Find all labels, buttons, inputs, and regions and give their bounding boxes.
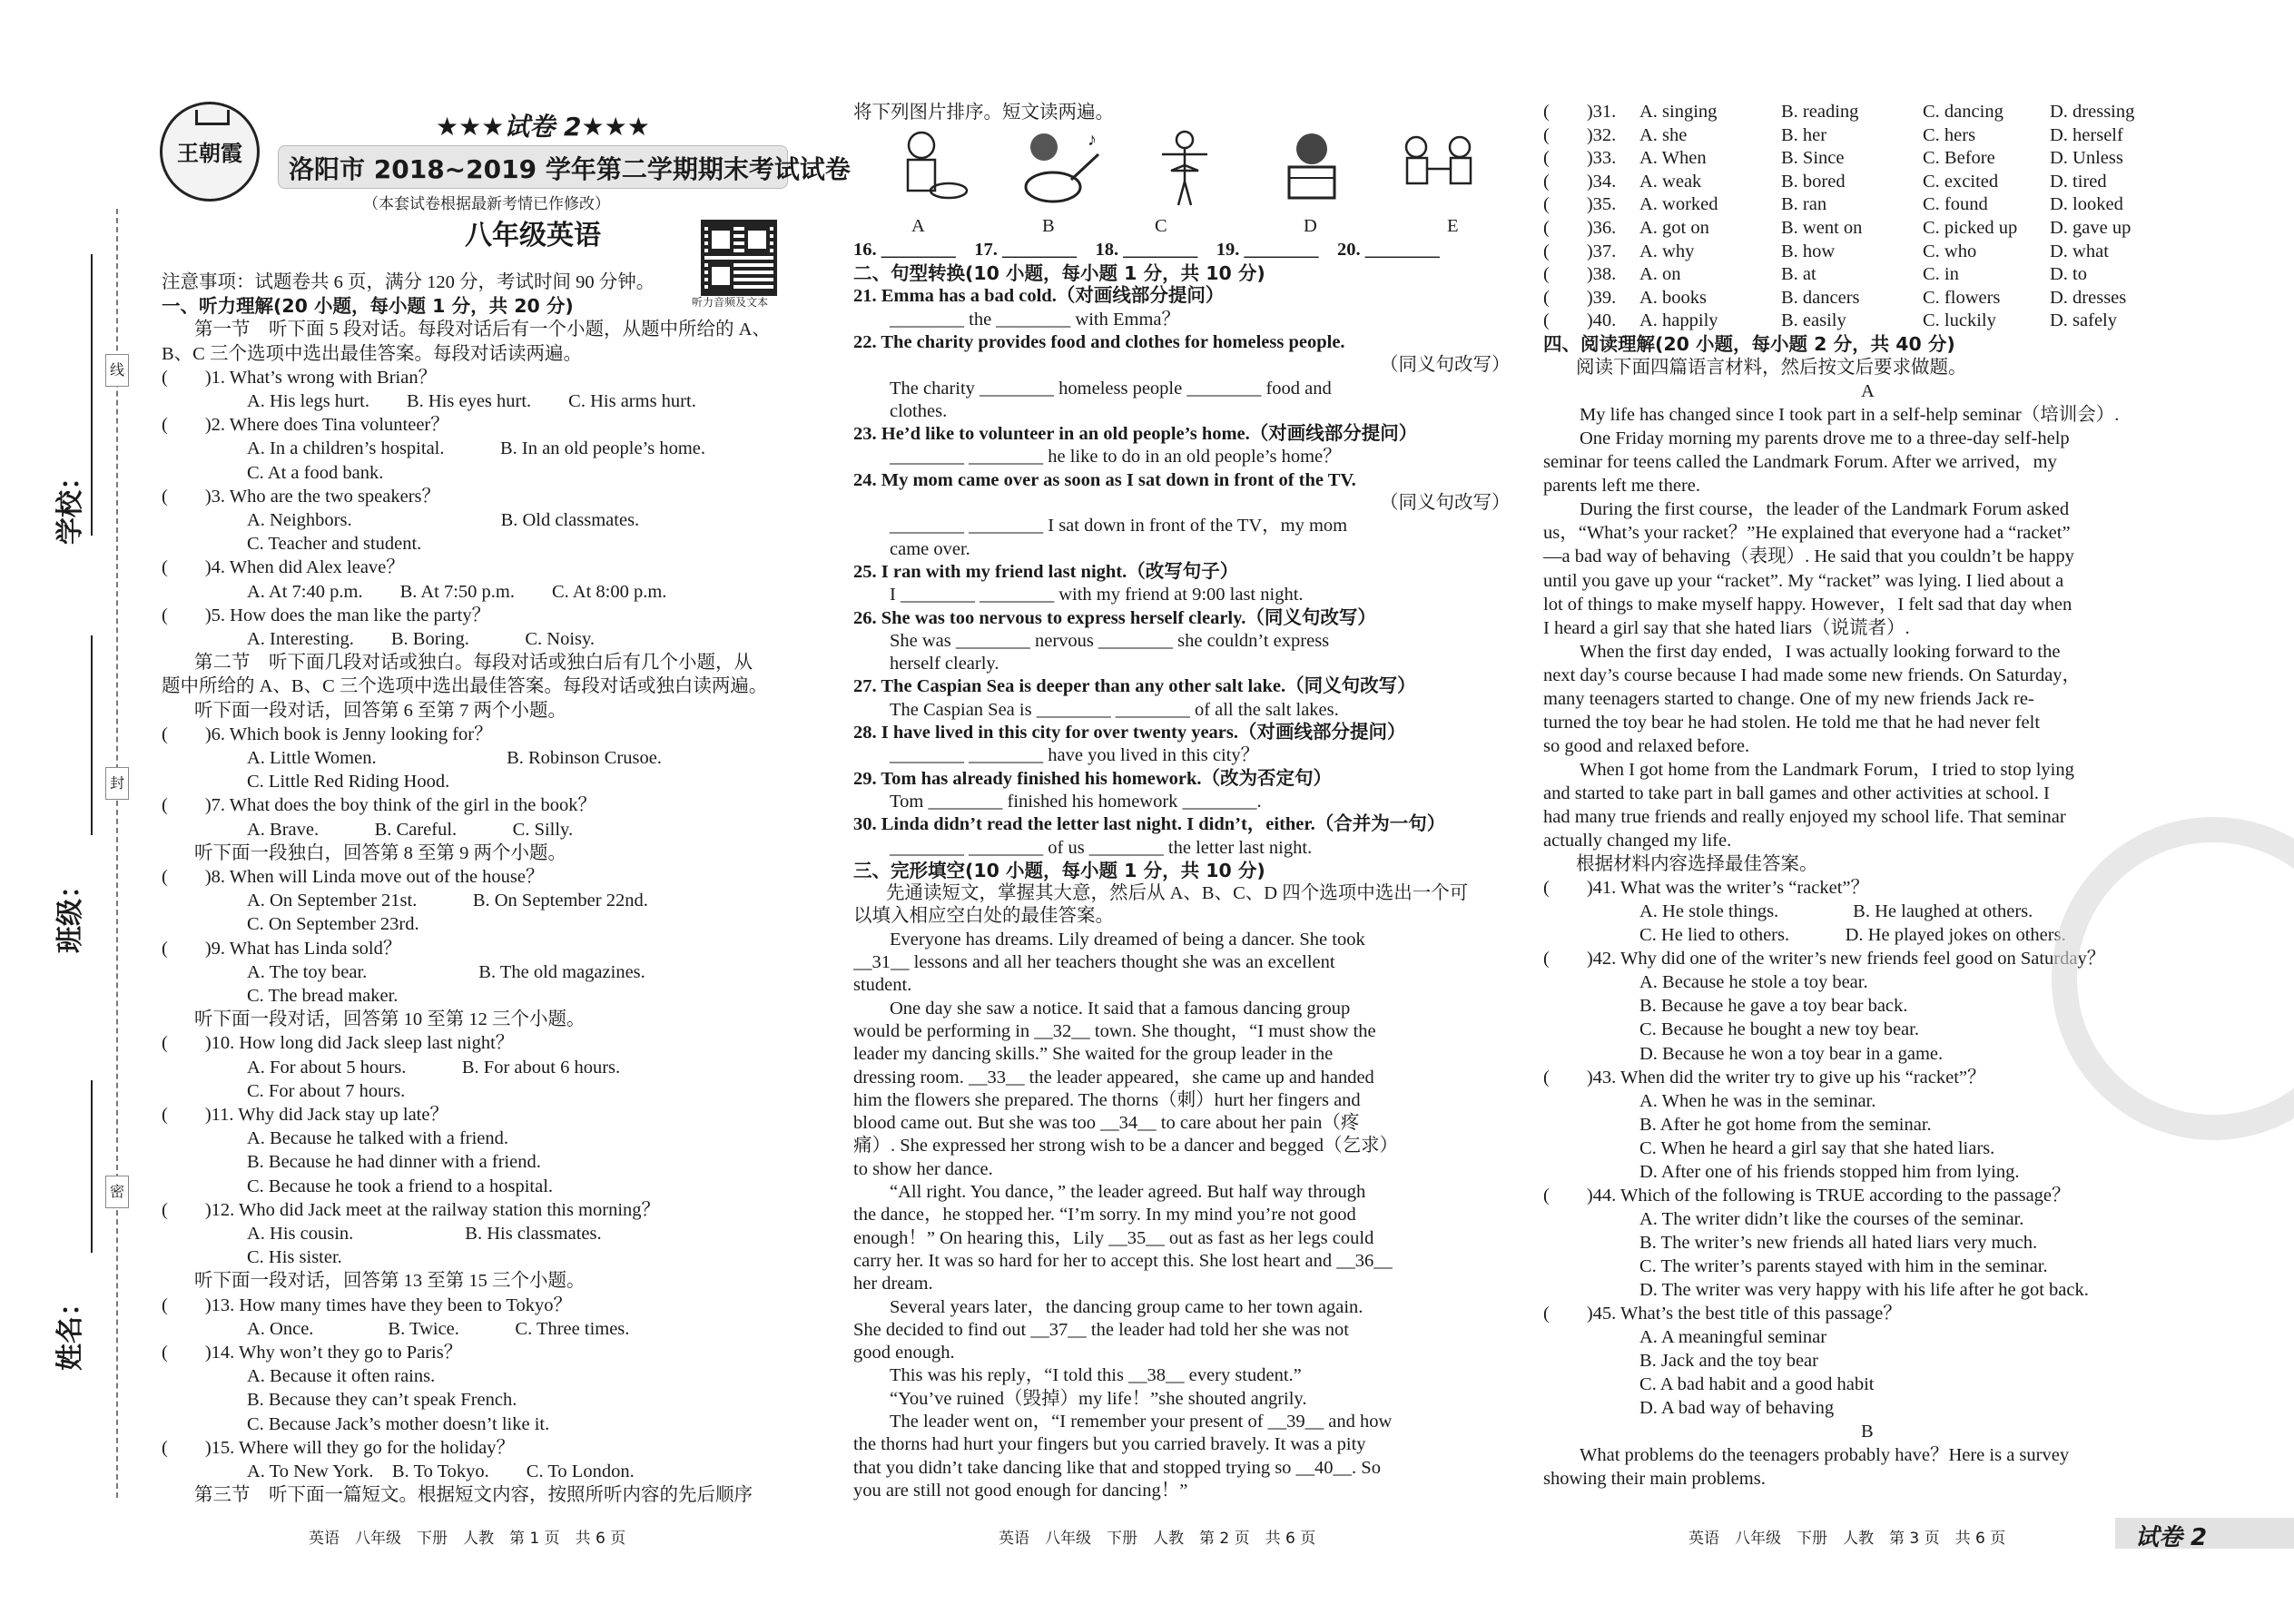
cloze-option: A. books	[1639, 287, 1708, 308]
subject-title: 八年级英语	[465, 220, 601, 251]
text-line: D. Because he won a toy bear in a game.	[1639, 1043, 1944, 1064]
text-line: A. Brave. B. Careful. C. Silly.	[247, 819, 574, 840]
seal-mark-xian: 线	[105, 354, 129, 387]
girl-playing-guitar-icon	[1008, 127, 1108, 209]
text-line: 听下面一段对话，回答第 13 至第 15 三个小题。	[194, 1271, 586, 1292]
gutter-line-school	[91, 254, 93, 536]
text-line: next day’s course because I had made some new friends. On Saturday，	[1543, 664, 2082, 685]
text-line: came over.	[890, 538, 970, 559]
text-line: When the first day ended，I was actually looking forward to the	[1580, 641, 2061, 662]
text-line: B. After he got home from the seminar.	[1639, 1114, 1932, 1135]
cloze-option: D. dressing	[2050, 102, 2135, 122]
footer-page-3: 英语 八年级 下册 人教 第 3 页 共 6 页	[1689, 1530, 2006, 1548]
text-line[interactable]: ( )9. What has Linda sold？	[162, 938, 402, 959]
qr-code[interactable]	[701, 220, 777, 296]
text-line: 二、句型转换(10 小题，每小题 1 分，共 10 分)	[853, 262, 1265, 284]
text-line: A. Because it often rains.	[247, 1366, 436, 1387]
text-line: turned the toy bear he had stolen. He told me that he had never felt	[1543, 712, 2041, 733]
school-label: 学校：	[54, 463, 86, 545]
cloze-option: B. how	[1781, 241, 1836, 261]
text-line: C. The bread maker.	[247, 986, 399, 1006]
text-line: enough！” On hearing this，Lily __35__ out as fast as her legs could	[853, 1227, 1374, 1248]
gutter-line-name	[91, 1080, 93, 1253]
text-line: 一、听力理解(20 小题，每小题 1 分，共 20 分)	[162, 295, 574, 318]
text-line: A. He stole things. B. He laughed at others.	[1639, 901, 2033, 922]
text-line: her dream.	[853, 1274, 933, 1294]
text-line: A. Neighbors. B. Old classmates.	[247, 510, 640, 530]
text-line: 听下面一段对话，回答第 6 至第 7 两个小题。	[194, 700, 566, 721]
text-line: C. At a food bank.	[247, 462, 384, 483]
watermark-seal	[2052, 817, 2294, 1140]
picture-order-answers[interactable]: 16. ________ 17. ________ 18. ________ 19. ________ 20. ________	[853, 240, 1440, 260]
cloze-option: B. easily	[1781, 310, 1846, 331]
text-line: B	[1861, 1422, 1874, 1442]
text-line: 28. I have lived in this city for over twenty years.（对画线部分提问）	[853, 723, 1406, 743]
text-line: The leader went on，“I remember your present of __39__ and how	[890, 1412, 1393, 1432]
text-line: and started to take part in ball games and other activities at school. I	[1543, 782, 2050, 803]
text-line: My life has changed since I took part in a self-help seminar（培训会）.	[1580, 405, 2120, 426]
footer-tag: 试卷 2	[2135, 1524, 2208, 1551]
text-line: the thorns had hurt your fingers but you carried bravely. It was a pity	[853, 1434, 1366, 1455]
text-line[interactable]: ( )3. Who are the two speakers？	[162, 486, 441, 507]
text-line: that you didn’t take dancing like that and stopped trying so __40__. So	[853, 1457, 1381, 1478]
text-line: until you gave up your “racket”. My “racket” was lying. I lied about a	[1543, 570, 2064, 591]
text-line: When I got home from the Landmark Forum，I tried to stop lying	[1580, 759, 2074, 780]
qr-caption: 听力音频及文本	[692, 296, 769, 309]
text-line: would be performing in __32__ town. She thought，“I must show the	[853, 1020, 1376, 1041]
text-line: herself clearly.	[890, 654, 999, 674]
cloze-question-number[interactable]: ( )39.	[1543, 287, 1617, 308]
text-line: student.	[853, 975, 912, 996]
cloze-option: B. ran	[1781, 194, 1827, 215]
text-line: I heard a girl say that she hated liars（说谎者）.	[1543, 617, 1910, 638]
cloze-option: D. to	[2050, 264, 2087, 285]
cloze-option: A. she	[1639, 124, 1688, 145]
cloze-question-number[interactable]: ( )38.	[1543, 264, 1617, 285]
text-line: blood came out. But she was too __34__ to care about her pain（疼	[853, 1113, 1360, 1134]
cloze-question-number[interactable]: ( )36.	[1543, 218, 1617, 238]
cloze-option: C. hers	[1923, 124, 1976, 145]
text-line: 24. My mom came over as soon as I sat down in front of the TV.	[853, 469, 1356, 490]
text-line[interactable]: ( )2. Where does Tina volunteer？	[162, 415, 449, 436]
text-line: C. For about 7 hours.	[247, 1080, 406, 1101]
text-line[interactable]: ________ ________ he like to do in an old people’s home？	[890, 447, 1342, 468]
text-line: A. A meaningful seminar	[1639, 1327, 1827, 1348]
cloze-question-number[interactable]: ( )32.	[1543, 124, 1617, 145]
text-line: C. Little Red Riding Hood.	[247, 772, 450, 792]
cloze-question-number[interactable]: ( )37.	[1543, 241, 1617, 261]
text-line[interactable]: ( )45. What’s the best title of this passage？	[1543, 1304, 1902, 1324]
text-line[interactable]: ( )13. How many times have they been to Tokyo？	[162, 1294, 572, 1315]
text-line: many teenagers started to change. One of my new friends Jack re-	[1543, 688, 2034, 709]
text-line: 25. I ran with my friend last night.（改写句子）	[853, 561, 1239, 582]
cloze-option: C. Before	[1923, 148, 1995, 169]
text-line: 第三节 听下面一篇短文。根据短文内容，按照所听内容的先后顺序	[194, 1485, 753, 1506]
cloze-option: A. singing	[1639, 102, 1718, 122]
text-line: A. To New York. B. To Tokyo. C. To London.	[247, 1462, 635, 1481]
cloze-question-number[interactable]: ( )34.	[1543, 171, 1617, 192]
cloze-option: C. luckily	[1923, 310, 1996, 331]
logo-text: 王朝霞	[177, 141, 242, 166]
text-line: A. Once. B. Twice. C. Three times.	[247, 1318, 630, 1339]
pic-label-e: E	[1447, 216, 1459, 236]
text-line: “You’ve ruined（毁掉）my life！”she shouted angrily.	[890, 1388, 1307, 1409]
text-line: D. A bad way of behaving	[1639, 1398, 1835, 1419]
text-line: 第二节 听下面几段对话或独白。每段对话或独白后有几个小题，从	[194, 653, 753, 674]
text-line: 21. Emma has a bad cold.（对画线部分提问）	[853, 286, 1225, 307]
text-line: him the flowers she prepared. The thorns（刺）hurt her fingers and	[853, 1089, 1361, 1110]
text-line: （同义句改写）	[1380, 493, 1511, 513]
cloze-option: D. looked	[2050, 194, 2123, 215]
text-line[interactable]: She was ________ nervous ________ she couldn’t express	[890, 630, 1330, 651]
text-line: A. On September 21st. B. On September 22nd.	[247, 891, 648, 911]
text-line[interactable]: ( )6. Which book is Jenny looking for？	[162, 723, 493, 744]
text-line: carry her. It was so hard for her to accept this. She lost heart and __36__	[853, 1250, 1393, 1271]
cloze-option: C. flowers	[1923, 287, 2001, 308]
text-line[interactable]: ( )12. Who did Jack meet at the railway station this morning？	[162, 1199, 661, 1220]
class-label: 班级：	[54, 871, 86, 953]
text-line: had many true friends and really enjoyed my school life. That seminar	[1543, 807, 2066, 827]
text-line: 听下面一段独白，回答第 8 至第 9 两个小题。	[194, 842, 566, 863]
text-line[interactable]: ________ ________ I sat down in front of the TV，my mom	[890, 516, 1348, 536]
text-line: C. Teacher and student.	[247, 534, 422, 555]
cloze-option: A. got on	[1639, 218, 1709, 238]
text-line: C. The writer’s parents stayed with him in the seminar.	[1639, 1255, 2048, 1276]
cloze-option: B. bored	[1781, 171, 1846, 192]
text-line: “All right. You dance，” the leader agreed. But half way through	[890, 1182, 1366, 1202]
cloze-option: A. happily	[1639, 310, 1718, 331]
text-line: C. When he heard a girl say that she hated liars.	[1639, 1137, 1995, 1158]
text-line[interactable]: ( )8. When will Linda move out of the house？	[162, 867, 545, 887]
text-line: 阅读下面四篇语言材料，然后按文后要求做题。	[1576, 358, 1967, 379]
cloze-option: B. her	[1781, 124, 1827, 145]
text-line: C. Because Jack’s mother doesn’t like it.	[247, 1413, 550, 1434]
cloze-option: C. who	[1923, 241, 1977, 261]
text-line: __31__ lessons and all her teachers thought she was an excellent	[853, 952, 1335, 972]
text-line: 三、完形填空(10 小题，每小题 1 分，共 10 分)	[853, 859, 1265, 881]
text-line: A. His cousin. B. His classmates.	[247, 1224, 602, 1244]
text-line: —a bad way of behaving（表现）. He said that you couldn’t be happy	[1543, 546, 2074, 567]
text-line: 26. She was too nervous to express herself clearly.（同义句改写）	[853, 607, 1376, 628]
text-line: Several years later，the dancing group came to her town again.	[890, 1296, 1364, 1317]
cloze-option: C. found	[1923, 194, 1988, 215]
pic-label-b: B	[1042, 216, 1055, 236]
name-label: 姓名：	[54, 1289, 86, 1371]
text-line: leader my dancing skills.” She waited for the group leader in the	[853, 1044, 1334, 1065]
text-line: 先通读短文，掌握其大意，然后从 A、B、C、D 四个选项中选出一个可	[886, 883, 1469, 904]
text-line: actually changed my life.	[1543, 831, 1732, 851]
cloze-option: A. When	[1639, 148, 1707, 169]
text-line[interactable]: ( )14. Why won’t they go to Paris？	[162, 1343, 463, 1363]
cloze-option: D. herself	[2050, 124, 2123, 145]
text-line: During the first course，the leader of the Landmark Forum asked	[1580, 499, 2070, 520]
text-line: 听下面一段对话，回答第 10 至第 12 三个小题。	[194, 1009, 586, 1030]
text-line: Everyone has dreams. Lily dreamed of being a dancer. She took	[890, 929, 1365, 950]
text-line[interactable]: Tom ________ finished his homework ________.	[890, 791, 1262, 812]
cloze-option: D. tired	[2050, 171, 2107, 192]
text-line: She decided to find out __37__ the leader had told her she was not	[853, 1319, 1349, 1340]
text-line: A. At 7:40 p.m. B. At 7:50 p.m. C. At 8:00 p.m.	[247, 581, 667, 602]
text-line: 以填入相应空白处的最佳答案。	[853, 906, 1114, 927]
cloze-option: D. gave up	[2050, 218, 2132, 238]
text-line[interactable]: ( )1. What’s wrong with Brian？	[162, 367, 438, 388]
cloze-option: C. in	[1923, 264, 1959, 285]
cloze-option: D. safely	[2050, 310, 2118, 331]
gutter-line-class	[91, 635, 93, 835]
text-line: 29. Tom has already finished his homework.（改为否定句）	[853, 768, 1333, 789]
text-line: parents left me there.	[1543, 476, 1701, 497]
text-line: D. The writer was very happy with his life after he got back.	[1639, 1280, 2089, 1300]
exam-title: 洛阳市 2018~2019 学年第二学期期末考试试卷	[289, 154, 851, 184]
cloze-option: B. dancers	[1781, 287, 1860, 308]
children-playing-icon	[1389, 127, 1489, 209]
text-line: good enough.	[853, 1343, 955, 1363]
cloze-option: A. worked	[1639, 194, 1718, 215]
text-line[interactable]: I ________ ________ with my friend at 9:00 last night.	[890, 585, 1304, 605]
text-line: A. When he was in the seminar.	[1639, 1090, 1876, 1111]
text-line: dressing room. __33__ the leader appeared，she came up and handed	[853, 1067, 1374, 1088]
text-line[interactable]: ( )5. How does the man like the party？	[162, 605, 491, 625]
footer-page-1: 英语 八年级 下册 人教 第 1 页 共 6 页	[309, 1530, 626, 1548]
text-line: 23. He’d like to volunteer in an old people’s home.（对画线部分提问）	[853, 424, 1418, 445]
text-line: A. For about 5 hours. B. For about 6 hours.	[247, 1057, 621, 1078]
text-line[interactable]: ( )44. Which of the following is TRUE according to the passage？	[1543, 1185, 2071, 1206]
text-line: One Friday morning my parents drove me to a three-day self-help	[1580, 428, 2070, 449]
girl-with-books-icon	[1262, 127, 1362, 209]
revision-note: （本套试卷根据最新考情已作修改）	[363, 195, 610, 213]
text-line[interactable]: The Caspian Sea is ________ ________ of all the salt lakes.	[890, 699, 1339, 720]
logo	[160, 102, 260, 202]
cloze-option: C. dancing	[1923, 102, 2004, 122]
text-line: us，“What’s your racket？”He explained that everyone had a “racket”	[1543, 523, 2071, 544]
girl-dancing-icon	[1135, 127, 1235, 209]
text-line: so good and relaxed before.	[1543, 735, 1750, 756]
text-line: A. Little Women. B. Robinson Crusoe.	[247, 748, 662, 768]
text-line: 题中所给的 A、B、C 三个选项中选出最佳答案。每段对话或独白读两遍。	[162, 676, 768, 697]
text-line[interactable]: ________ ________ have you lived in this city？	[890, 745, 1260, 766]
text-line: C. His sister.	[247, 1247, 342, 1268]
text-line: to show her dance.	[853, 1158, 993, 1179]
cloze-option: C. picked up	[1923, 218, 2018, 238]
text-line: A. Because he stole a toy bear.	[1639, 972, 1868, 993]
text-line: showing their main problems.	[1543, 1469, 1766, 1490]
seal-mark-feng: 封	[105, 767, 129, 800]
text-line[interactable]: The charity ________ homeless people ________ food and	[890, 378, 1332, 399]
logo-crown-icon	[195, 110, 230, 125]
text-line: the dance，he stopped her. “I’m sorry. In my mind you’re not good	[853, 1205, 1356, 1225]
cloze-option: A. on	[1639, 264, 1681, 285]
text-line: 注意事项：试题卷共 6 页，满分 120 分，考试时间 90 分钟。	[162, 272, 655, 292]
paper-number: ★★★试卷 2★★★	[436, 112, 650, 142]
cloze-option: B. reading	[1781, 102, 1859, 122]
text-line: 四、阅读理解(20 小题，每小题 2 分，共 40 分)	[1543, 333, 1955, 355]
text-line[interactable]: ( )10. How long did Jack sleep last night？	[162, 1033, 515, 1054]
text-line[interactable]: ( )4. When did Alex leave？	[162, 557, 405, 578]
cloze-option: B. Since	[1781, 148, 1845, 169]
text-line: seminar for teens called the Landmark Forum. After we arrived，my	[1543, 452, 2057, 473]
picture-row	[881, 127, 1516, 236]
text-line: This was his reply，“I told this __38__ every student.”	[890, 1365, 1302, 1386]
text-line: 根据材料内容选择最佳答案。	[1576, 854, 1818, 875]
boy-with-cake-icon	[881, 127, 980, 209]
pic-label-d: D	[1304, 216, 1317, 236]
picture-intro: 将下列图片排序。短文读两遍。	[853, 101, 1114, 123]
text-line: B. Jack and the toy bear	[1639, 1351, 1818, 1372]
cloze-option: D. Unless	[2050, 148, 2123, 169]
seal-mark-mi: 密	[105, 1176, 129, 1208]
text-line[interactable]: ( )43. When did the writer try to give up his “racket”？	[1543, 1067, 1986, 1088]
cloze-option: A. why	[1639, 241, 1695, 261]
cut-line	[116, 209, 118, 1498]
cloze-question-number[interactable]: ( )33.	[1543, 148, 1617, 169]
text-line: 第一节 听下面 5 段对话。每段对话后有一个小题，从题中所给的 A、	[194, 320, 771, 340]
text-line[interactable]: ( )15. Where will they go for the holiday？	[162, 1437, 516, 1458]
cloze-question-number[interactable]: ( )31.	[1543, 102, 1617, 122]
text-line: A. The writer didn’t like the courses of the seminar.	[1639, 1208, 2024, 1229]
text-line[interactable]: ________ the ________ with Emma？	[890, 309, 1181, 330]
text-line: One day she saw a notice. It said that a famous dancing group	[890, 998, 1351, 1019]
text-line: A. Because he talked with a friend.	[247, 1128, 509, 1149]
text-line: 27. The Caspian Sea is deeper than any other salt lake.（同义句改写）	[853, 676, 1416, 697]
text-line: C. Because he bought a new toy bear.	[1639, 1019, 1919, 1040]
text-line: A. The toy bear. B. The old magazines.	[247, 961, 645, 982]
text-line: B、C 三个选项中选出最佳答案。每段对话读两遍。	[162, 343, 582, 364]
cloze-question-number[interactable]: ( )40.	[1543, 310, 1617, 331]
text-line[interactable]: ( )11. Why did Jack stay up late？	[162, 1105, 448, 1125]
text-line: A. Interesting. B. Boring. C. Noisy.	[247, 629, 596, 649]
text-line: 22. The charity provides food and clothes for homeless people.	[853, 331, 1345, 352]
cloze-option: D. dresses	[2050, 287, 2127, 308]
text-line: A	[1861, 381, 1875, 402]
text-line: 痛）. She expressed her strong wish to be a dancer and begged（乞求）	[853, 1136, 1399, 1156]
text-line: 30. Linda didn’t read the letter last night. I didn’t，either.（合并为一句）	[853, 814, 1446, 835]
text-line: C. Because he took a friend to a hospital.	[247, 1176, 554, 1196]
cloze-option: B. went on	[1781, 218, 1863, 238]
text-line: C. He lied to others. D. He played jokes on others.	[1639, 925, 2066, 946]
text-line: What problems do the teenagers probably have？Here is a survey	[1580, 1445, 2070, 1466]
text-line: （同义句改写）	[1380, 355, 1511, 376]
text-line: C. On September 23rd.	[247, 914, 419, 935]
footer-page-2: 英语 八年级 下册 人教 第 2 页 共 6 页	[999, 1530, 1316, 1548]
text-line: B. Because he gave a toy bear back.	[1639, 996, 1908, 1017]
text-line[interactable]: ________ ________ of us ________ the letter last night.	[890, 837, 1313, 858]
pic-label-c: C	[1155, 216, 1167, 236]
text-line: C. A bad habit and a good habit	[1639, 1374, 1875, 1395]
cloze-question-number[interactable]: ( )35.	[1543, 194, 1617, 215]
pic-label-a: A	[911, 216, 925, 236]
text-line: B. Because he had dinner with a friend.	[247, 1152, 541, 1173]
text-line: A. His legs hurt. B. His eyes hurt. C. His arms hurt.	[247, 391, 696, 411]
text-line: clothes.	[890, 400, 948, 421]
text-line: you are still not good enough for dancing！”	[853, 1480, 1188, 1501]
text-line[interactable]: ( )42. Why did one of the writer’s new friends feel good on Saturday？	[1543, 949, 2106, 969]
cloze-option: B. at	[1781, 264, 1816, 285]
text-line: B. The writer’s new friends all hated liars very much.	[1639, 1232, 2038, 1253]
text-line: D. After one of his friends stopped him from lying.	[1639, 1161, 2020, 1182]
svg-text:♪: ♪	[1088, 130, 1097, 150]
text-line[interactable]: ( )7. What does the boy think of the girl in the book？	[162, 795, 597, 816]
text-line[interactable]: ( )41. What was the writer’s “racket”？	[1543, 878, 1870, 899]
cloze-option: D. what	[2050, 241, 2109, 261]
text-line: lot of things to make myself happy. However，I felt sad that day when	[1543, 594, 2072, 615]
cloze-option: A. weak	[1639, 171, 1702, 192]
text-line: B. Because they can’t speak French.	[247, 1390, 517, 1411]
text-line: A. In a children’s hospital. B. In an old people’s home.	[247, 438, 706, 459]
cloze-option: C. excited	[1923, 171, 1999, 192]
